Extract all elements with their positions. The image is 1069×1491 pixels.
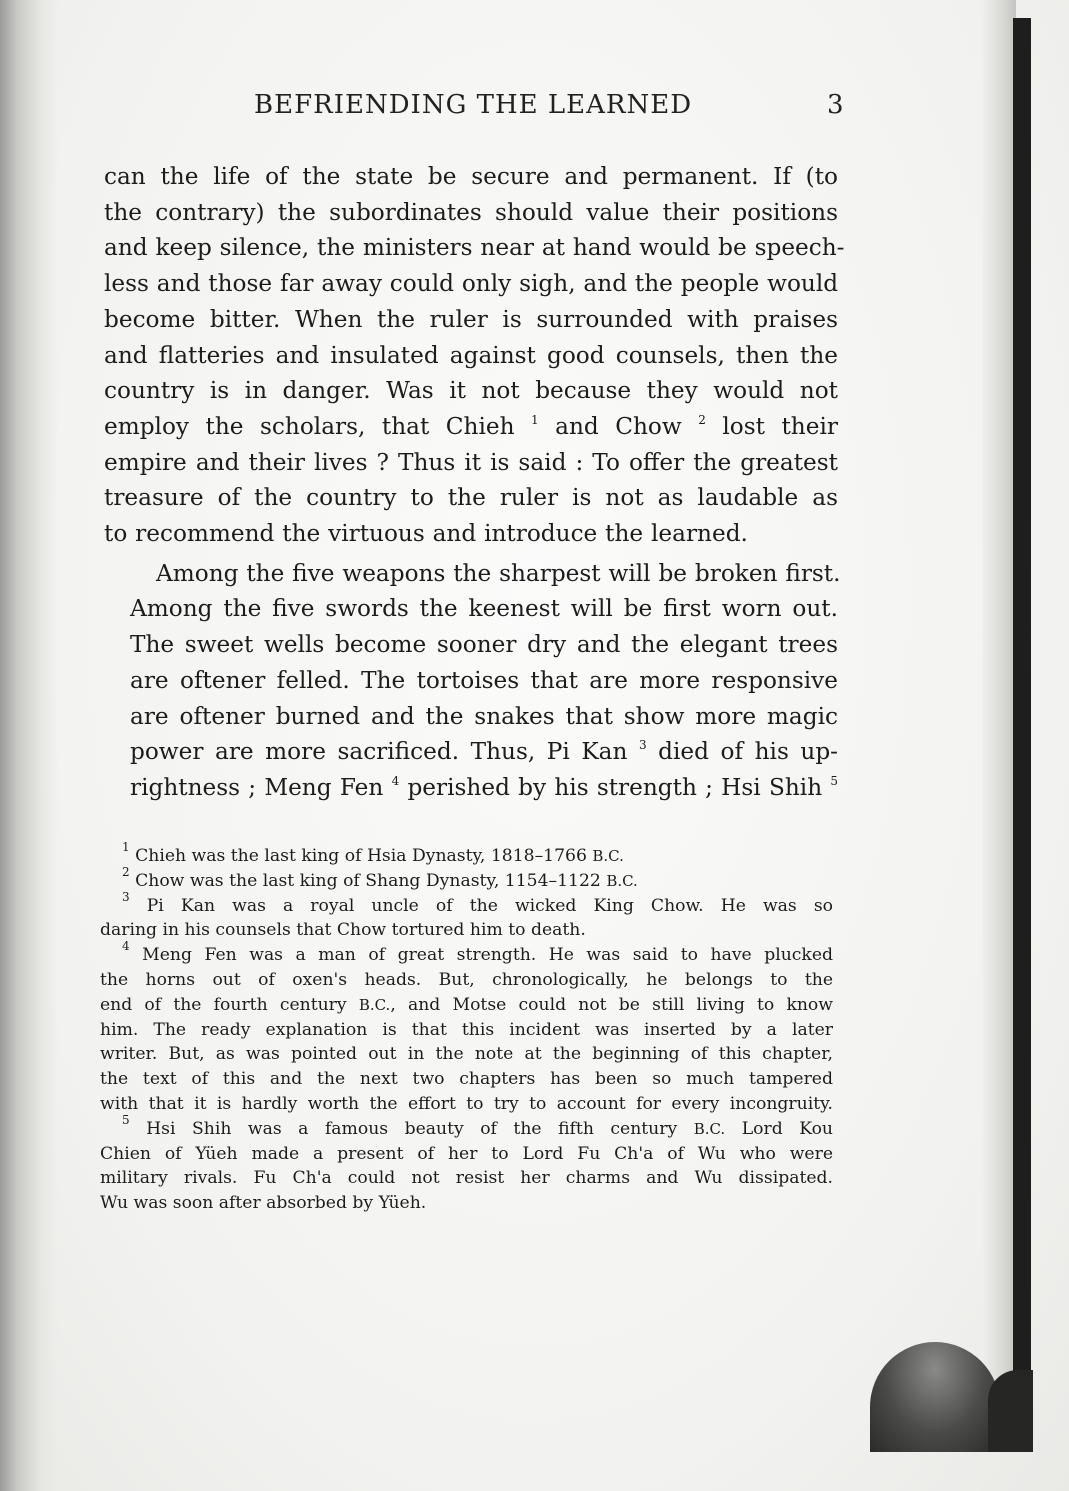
footnote-marker: 4 [122,939,130,954]
footnote-marker: 5 [122,1112,130,1127]
footnote-line: him. The ready explanation is that this incident was inserted by a later [100,1019,833,1040]
footnote-1 [100,840,833,869]
footnote-line: with that it is hardly worth the effort to try to account for every incongruity. [100,1093,833,1114]
footnote-5 [100,1112,833,1216]
footnote-line: Wu was soon after absorbed by Yüeh. [100,1193,427,1214]
footnote-3 [100,889,833,944]
paragraph-1 [104,159,845,552]
footnote-marker: 2 [122,864,130,879]
text-line: Among the five swords the keenest will be first worn out. [130,595,838,623]
text-fragment: Meng Fen was a man of great strength. He was said to have plucked [142,945,834,966]
footnote-line [100,993,833,1018]
text-line: the contrary) the subordinates should value their positions [104,198,838,226]
footnote-line [100,840,833,869]
text-line: treasure of the country to the ruler is not as laudable as [104,484,838,512]
finger-shadow [988,1370,1033,1452]
footnote-line [100,889,833,919]
text-line: become bitter. When the ruler is surrounded with praises [104,305,838,333]
footnote-line: Chien of Yüeh made a present of her to Lord Fu Ch'a of Wu who were [100,1143,833,1164]
text-fragment: , and Motse could not be still living to know [390,994,833,1015]
text-line: are oftener burned and the snakes that show more magic [130,702,838,730]
text-fragment: power are more sacrificed. Thus, Pi Kan [130,738,628,766]
page-edge [982,0,1016,1450]
footnote-line [100,864,833,894]
footnote-line [100,1112,833,1142]
footnote-line: the text of this and the next two chapters has been so much tampered [100,1069,833,1090]
thumb-image [870,1342,1000,1452]
body-text [104,159,845,806]
text-fragment: died of his up- [658,738,838,766]
footnote-line: writer. But, as was pointed out in the note at the beginning of this chapter, [100,1044,833,1065]
footnote-marker: 3 [122,889,130,904]
footnote-ref[interactable]: 3 [638,738,647,753]
text-fragment: end of the fourth century [100,994,347,1015]
text-line: country is in danger. Was it not because they would not [104,377,838,405]
text-fragment: rightness ; Meng Fen [130,773,384,801]
footnote-line [100,939,834,968]
era-abbrev: B.C. [693,1119,726,1138]
text-fragment: Chieh was the last king of Hsia Dynasty, 1818–1766 [135,846,587,866]
text-line [104,770,838,806]
text-fragment: perished by his strength ; Hsi Shih [407,773,823,801]
chapter-title: BEFRIENDING THE LEARNED [254,90,693,120]
footnote-line: military rivals. Fu Ch'a could not resist her charms and Wu dissipated. [100,1168,833,1189]
text-line: Among the five weapons the sharpest will be broken first. [156,559,841,587]
footnote-line: the horns out of oxen's heads. But, chronologically, he belongs to the [100,969,833,990]
paragraph-2 [104,556,841,806]
text-line: and keep silence, the ministers near at hand would be speech- [104,234,845,262]
footnote-marker: 1 [122,840,130,854]
book-cover-edge [1013,18,1031,1450]
text-line: and flatteries and insulated against good counsels, then the [104,341,838,369]
text-fragment: Lord Kou [725,1118,833,1139]
text-line: are oftener felled. The tortoises that are more responsive [130,666,838,694]
era-abbrev: B.C. [592,847,624,865]
text-fragment: lost their [722,412,838,440]
era-abbrev: B.C. [358,995,391,1014]
era-abbrev: B.C. [606,871,638,890]
gutter-shadow [0,0,58,1491]
text-fragment: Hsi Shih was a famous beauty of the fifth century [146,1118,678,1139]
text-fragment: and Chow [555,412,682,440]
text-fragment: employ the scholars, that Chieh [104,412,515,440]
text-line [104,409,838,445]
footnote-2 [100,864,833,894]
text-line: can the life of the state be secure and permanent. If (to [104,163,838,190]
text-fragment: Chow was the last king of Shang Dynasty, 1154–1122 [135,870,601,891]
footnotes [100,840,834,1216]
footnote-ref[interactable]: 4 [391,773,400,788]
text-fragment: Pi Kan was a royal uncle of the wicked King Chow. He was so [146,895,833,916]
text-line: less and those far away could only sigh, and the people would [104,270,839,298]
footnote-ref[interactable]: 5 [830,773,839,788]
text-line: to recommend the virtuous and introduce the learned. [104,520,748,548]
text-line [104,734,838,770]
footnote-4 [100,939,834,1117]
page-number: 3 [827,90,845,120]
footnote-line: daring in his counsels that Chow tortured him to death. [100,920,586,941]
footnote-ref[interactable]: 2 [698,412,706,427]
text-line: The sweet wells become sooner dry and the elegant trees [130,631,838,659]
text-line: empire and their lives ? Thus it is said : To offer the greatest [104,448,838,476]
footnote-ref[interactable]: 1 [531,412,539,427]
